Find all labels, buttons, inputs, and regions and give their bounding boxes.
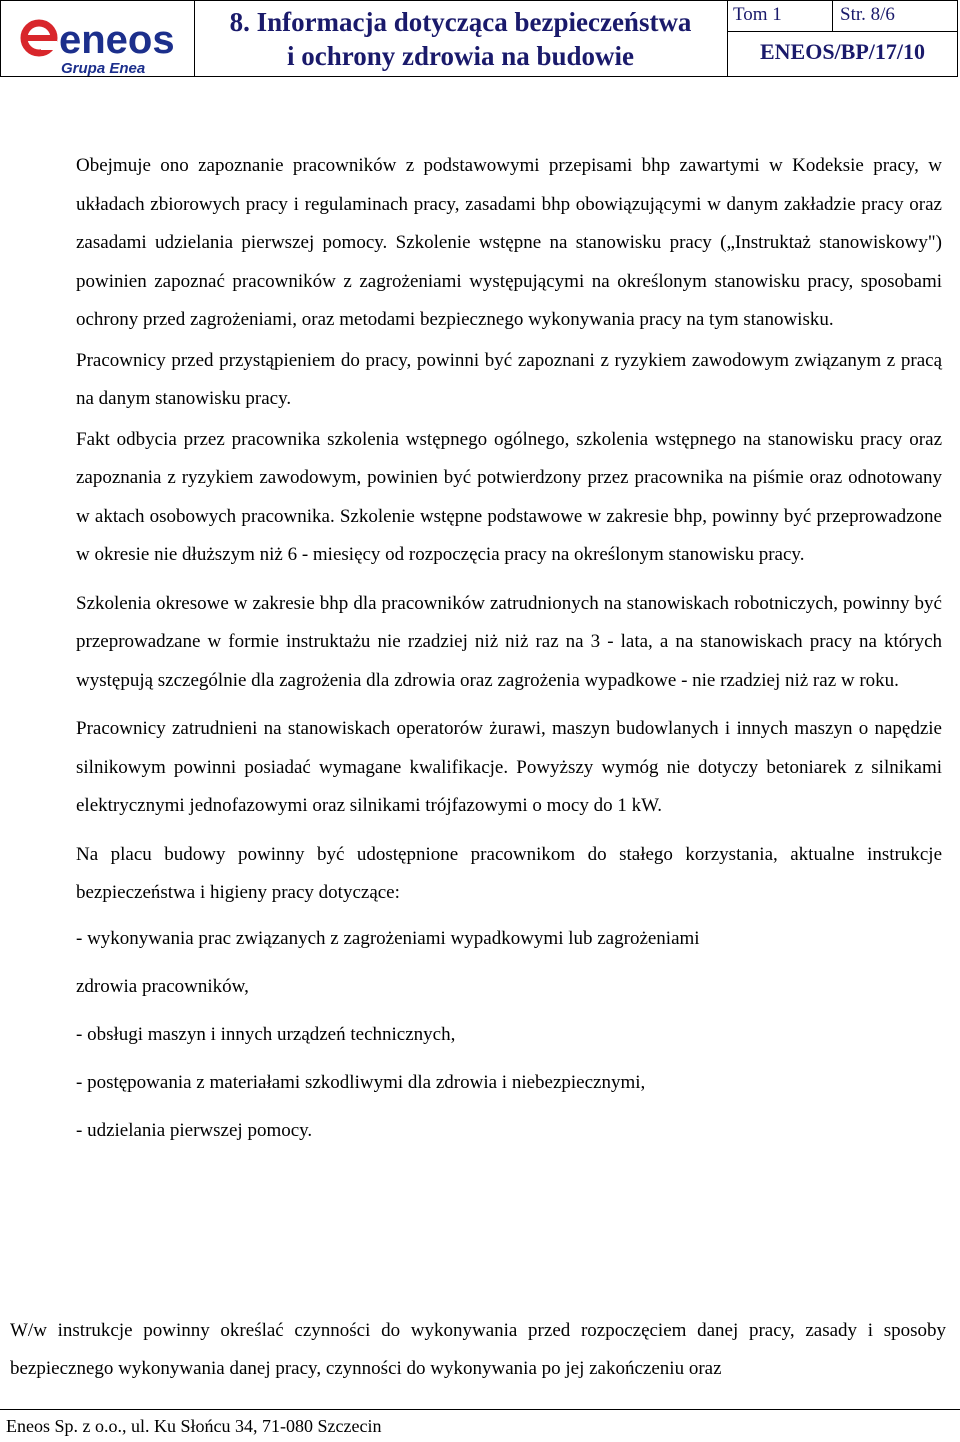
logo-cell bbox=[1, 1, 195, 76]
volume-page-row bbox=[728, 1, 957, 32]
document-title bbox=[194, 1, 728, 76]
paragraph-3: Fakt odbycia przez pracownika szkolenia wstępnego ogólnego, szkolenia wstępnego na stanowisku pracy oraz zapoznania z ryzykiem zawodowym, powinien być potwierdzony przez pracownika na piśmie oraz odnotowany w aktach osobowych pracownika. Szkolenie wstępne podstawowe w zakresie bhp, powinny być przeprowadzone w okresie nie dłuższym niż 6 - miesięcy od rozpoczęcia pracy na określonym stanowisku pracy. bbox=[76, 428, 942, 565]
paragraph-4: Szkolenia okresowe w zakresie bhp dla pracowników zatrudnionych na stanowiskach robotniczych, powinny być przeprowadzane w formie instruktażu nie rzadziej niż niż raz na 3 - lata, a na stanowiskach pracy na których występują szczególnie dla zagrożenia dla zdrowia oraz zagrożenia wypadkowe - nie rzadziej niż raz w roku. bbox=[76, 592, 942, 691]
list-item: zdrowia pracowników, bbox=[76, 975, 249, 997]
instruction-list bbox=[76, 915, 942, 1155]
list-item: - wykonywania prac związanych z zagrożeniami wypadkowymi lub zagrożeniami bbox=[76, 927, 700, 949]
title-line-1: 8. Informacja dotycząca bezpieczeństwa bbox=[229, 7, 692, 37]
logo-subtext: Grupa Enea bbox=[61, 60, 146, 76]
logo-wordmark: eneos bbox=[59, 18, 175, 62]
footer-address: Eneos Sp. z o.o., ul. Ku Słońcu 34, 71-080 Szczecin bbox=[6, 1416, 382, 1436]
footer-divider bbox=[0, 1409, 960, 1410]
closing-paragraph-block bbox=[10, 1312, 946, 1388]
divider bbox=[832, 1, 833, 31]
paragraph-2: Pracownicy przed przystąpieniem do pracy, powinni być zapoznani z ryzykiem zawodowym związanym z pracą na danym stanowisku pracy. bbox=[76, 349, 942, 409]
document-header bbox=[0, 0, 958, 77]
title-line-2: i ochrony zdrowia na budowie bbox=[286, 41, 635, 71]
list-item: - postępowania z materiałami szkodliwymi dla zdrowia i niebezpiecznymi, bbox=[76, 1071, 646, 1093]
document-info bbox=[728, 1, 957, 76]
list-item: - udzielania pierwszej pomocy. bbox=[76, 1119, 313, 1141]
paragraph-6: Na placu budowy powinny być udostępnione pracownikom do stałego korzystania, aktualne instrukcje bezpieczeństwa i higieny pracy dotyczące: bbox=[76, 843, 942, 903]
document-reference: ENEOS/BP/17/10 bbox=[759, 39, 926, 64]
paragraph-7: W/w instrukcje powinny określać czynności do wykonywania przed rozpoczęciem danej pracy, zasady i sposoby bezpiecznego wykonywania danej pracy, czynności do wykonywania po jej zakończeniu oraz bbox=[10, 1320, 946, 1379]
document-body bbox=[76, 147, 942, 1155]
list-item: - obsługi maszyn i innych urządzeń technicznych, bbox=[76, 1023, 456, 1045]
page-label: Str. 8/6 bbox=[840, 4, 895, 25]
eneos-logo bbox=[1, 1, 194, 76]
paragraph-5: Pracownicy zatrudnieni na stanowiskach operatorów żurawi, maszyn budowlanych i innych maszyn o napędzie silnikowym powinni posiadać wymagane kwalifikacje. Powyższy wymóg nie dotyczy betoniarek z silnikami elektrycznymi jednofazowymi oraz silnikami trójfazowymi o mocy do 1 kW. bbox=[76, 718, 942, 816]
volume-label: Tom 1 bbox=[733, 4, 782, 25]
paragraph-1: Obejmuje ono zapoznanie pracowników z podstawowymi przepisami bhp zawartymi w Kodeksie pracy, w układach zbiorowych pracy i regulaminach pracy, zasadami bhp obowiązującymi w danym zakładzie pracy oraz zasadami udzielania pierwszej pomocy. Szkolenie wstępne na stanowisku pracy („Instruktaż stanowiskowy") powinien zapoznać pracowników z zagrożeniami występującymi na określonym stanowisku pracy, sposobami ochrony przed zagrożeniami, oraz metodami bezpiecznego wykonywania pracy na tym stanowisku. bbox=[76, 155, 942, 330]
